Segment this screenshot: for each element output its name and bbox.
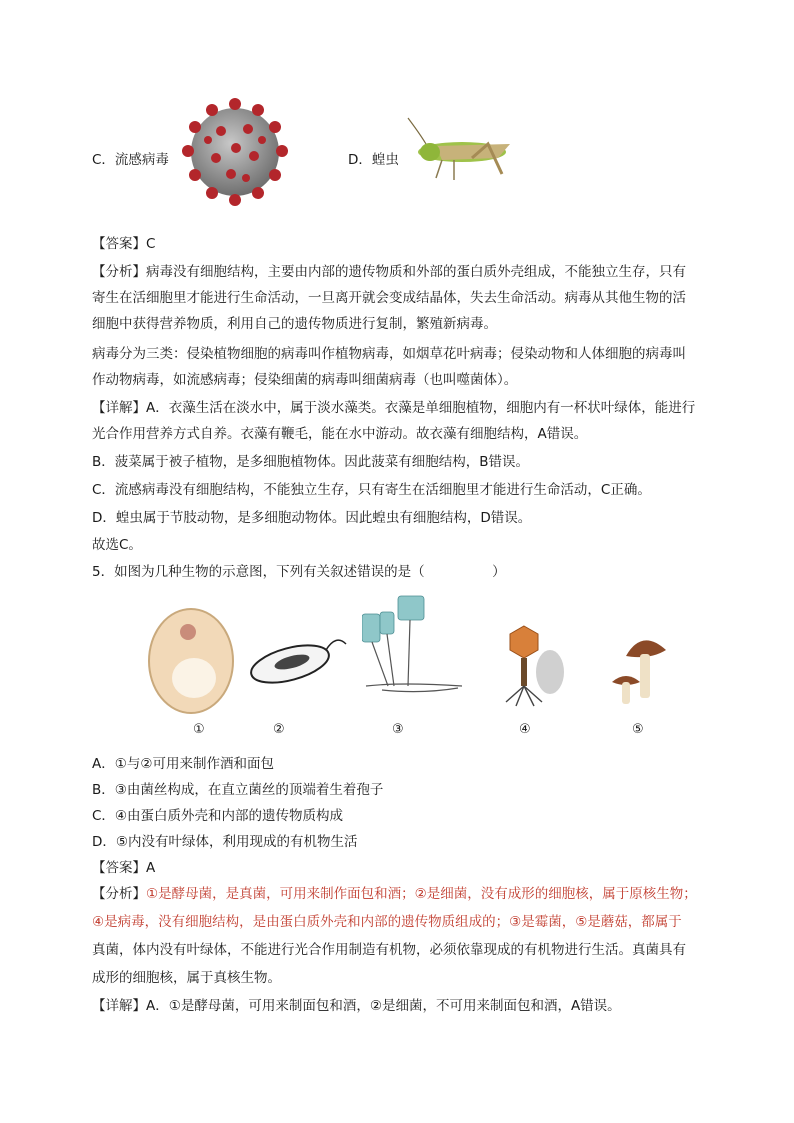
answer-tag: 【答案】 [92,860,146,876]
q5-option-a: A．①与②可用来制作酒和面包 [92,756,274,772]
q4-analysis-line-3: 细胞中获得营养物质，利用自己的遗传物质进行复制，繁殖新病毒。 [92,316,497,332]
q4-analysis-line-5: 作动物病毒，如流感病毒；侵染细菌的病毒叫细菌病毒（也叫噬菌体）。 [92,372,518,388]
detail-text: A．衣藻生活在淡水中，属于淡水藻类。衣藻是单细胞植物，细胞内有一杯状叶绿体，能进行 [146,400,696,416]
q5-analysis-line-2: ④是病毒，没有细胞结构，是由蛋白质外壳和内部的遗传物质组成的；③是霉菌，⑤是蘑菇，都属于 [92,914,682,930]
q4-analysis-line-2: 寄生在活细胞里才能进行生命活动，一旦离开就会变成结晶体，失去生命活动。病毒从其他生物的活 [92,290,686,306]
answer-value: C [146,236,156,252]
q4-detail-line-5: D．蝗虫属于节肢动物，是多细胞动物体。因此蝗虫有细胞结构，D错误。 [92,510,532,526]
mold-image [362,590,466,700]
q5-question: 5．如图为几种生物的示意图，下列有关叙述错误的是（ ） [92,564,506,580]
q4-analysis-line-1 [92,262,686,282]
q5-analysis-line-3: 真菌，体内没有叶绿体，不能进行光合作用制造有机物，必须依靠现成的有机物进行生活。真菌具有 [92,942,686,958]
analysis-text: ①是酵母菌，是真菌，可用来制作面包和酒；②是细菌，没有成形的细胞核，属于原核生物； [146,886,697,902]
q5-analysis-line-1 [92,884,697,904]
mushroom-image [610,626,670,708]
grasshopper-image [402,114,518,188]
option-c-label: C．流感病毒 [92,152,169,168]
q5-detail-line-1 [92,996,621,1016]
figure-number-4: ④ [519,722,531,737]
figure-number-5: ⑤ [632,722,644,737]
bacterium-image [246,630,356,690]
q4-detail-line-1 [92,398,695,418]
analysis-tag: 【分析】 [92,264,146,280]
q4-analysis-line-4: 病毒分为三类：侵染植物细胞的病毒叫作植物病毒，如烟草花叶病毒；侵染动物和人体细胞的病毒叫 [92,346,686,362]
q5-analysis-line-4: 成形的细胞核，属于真核生物。 [92,970,281,986]
q4-detail-line-3: B．菠菜属于被子植物，是多细胞植物体。因此菠菜有细胞结构，B错误。 [92,454,530,470]
figure-number-1: ① [193,722,205,737]
q4-conclusion: 故选C。 [92,537,142,553]
q4-answer-line [92,234,155,254]
analysis-text: 病毒没有细胞结构，主要由内部的遗传物质和外部的蛋白质外壳组成，不能独立生存，只有 [146,264,686,280]
analysis-tag: 【分析】 [92,886,146,902]
answer-tag: 【答案】 [92,236,146,252]
q5-option-b: B．③由菌丝构成，在直立菌丝的顶端着生着孢子 [92,782,384,798]
bacteriophage-image [494,622,570,708]
detail-tag: 【详解】 [92,998,146,1014]
q4-detail-line-4: C．流感病毒没有细胞结构，不能独立生存，只有寄生在活细胞里才能进行生命活动，C正确。 [92,482,651,498]
q5-option-c: C．④由蛋白质外壳和内部的遗传物质构成 [92,808,344,824]
yeast-cell-image [146,606,236,716]
q4-detail-line-2: 光合作用营养方式自养。衣藻有鞭毛，能在水中游动。故衣藻有细胞结构，A错误。 [92,426,588,442]
figure-number-3: ③ [392,722,404,737]
option-d-label: D．蝗虫 [348,152,399,168]
detail-tag: 【详解】 [92,400,146,416]
influenza-virus-image [176,96,294,208]
q5-option-d: D．⑤内没有叶绿体，利用现成的有机物生活 [92,834,358,850]
detail-text: A．①是酵母菌，可用来制面包和酒，②是细菌，不可用来制面包和酒，A错误。 [146,998,621,1014]
answer-value: A [146,860,156,876]
q5-answer-line [92,858,155,878]
figure-number-2: ② [273,722,285,737]
